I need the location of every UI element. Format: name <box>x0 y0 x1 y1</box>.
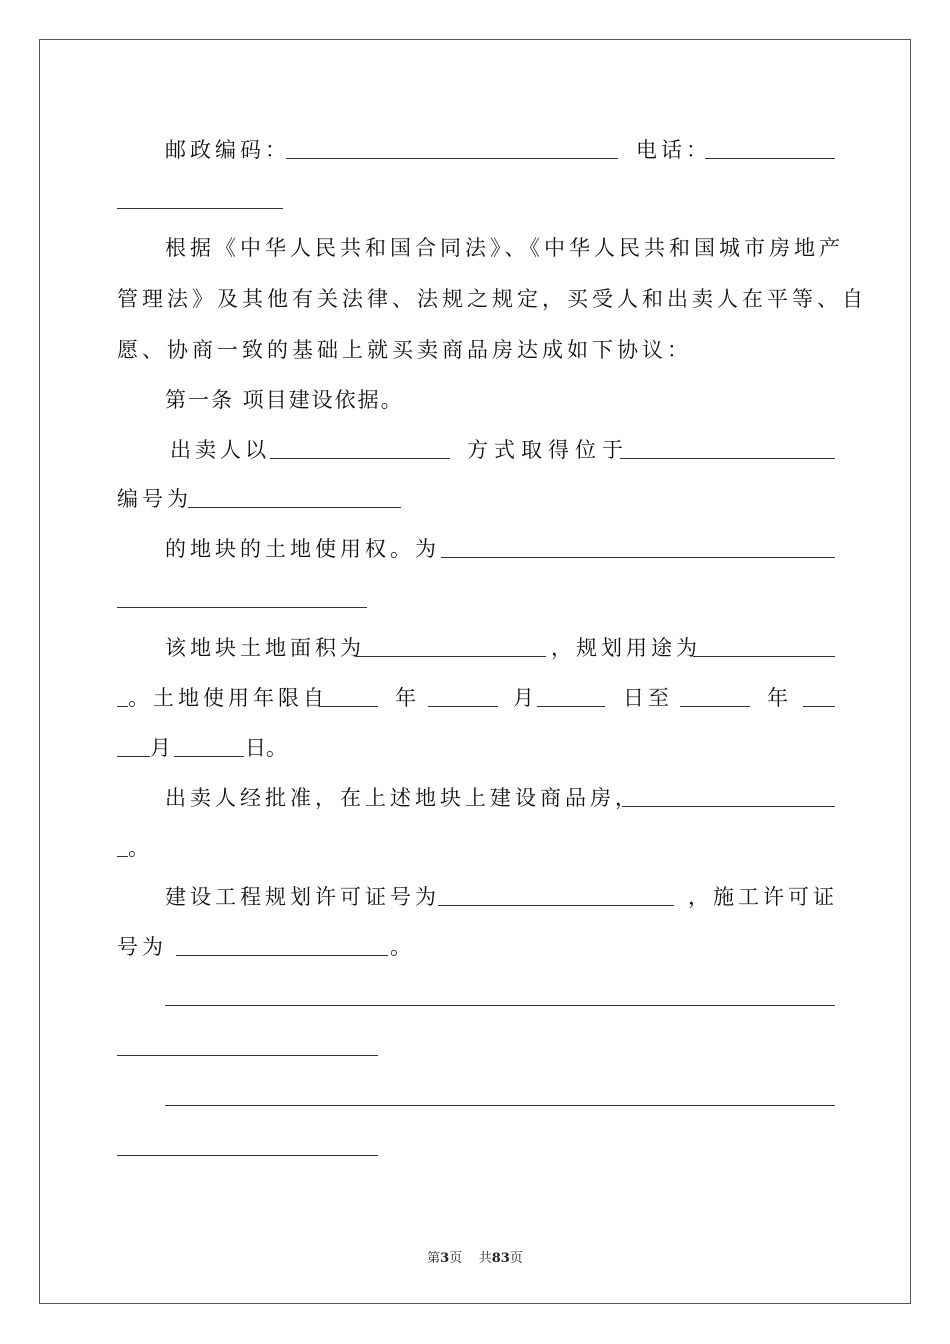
total-page-number: 83 <box>491 1251 510 1266</box>
end-month-blank <box>803 706 835 707</box>
seller-approved-text: 出卖人经批准，在上述地块上建设商品房， <box>165 786 640 810</box>
land-use-right-text: 的地块的土地使用权。为 <box>165 537 440 561</box>
planned-use-text: ，规划用途为 <box>551 636 701 660</box>
planning-permit-blank <box>438 905 674 906</box>
parcel-number-blank <box>188 507 401 508</box>
total-suffix: 页 <box>509 1251 523 1266</box>
start-day-blank <box>537 706 605 707</box>
start-year-blank <box>319 706 378 707</box>
basis-paragraph-line-3: 愿、协商一致的基础上就买卖商品房达成如下协议： <box>117 338 692 362</box>
planned-use-blank-continued <box>117 706 128 707</box>
planned-use-blank <box>693 656 835 657</box>
fill-line-1 <box>165 1005 835 1006</box>
end-month-blank-continued <box>117 756 150 757</box>
page-prefix: 第 <box>427 1251 441 1266</box>
phone-label: 电话： <box>636 138 711 162</box>
acquire-method-blank <box>270 458 450 459</box>
purpose-blank <box>441 557 835 558</box>
period-text-1: 。 <box>128 836 149 860</box>
page-suffix: 页 <box>449 1251 463 1266</box>
phone-blank-continued <box>117 208 283 209</box>
construction-permit-number-text: 号为 <box>117 935 167 959</box>
start-month-blank <box>428 706 498 707</box>
current-page-number: 3 <box>440 1251 450 1266</box>
postal-code-label: 邮政编码： <box>165 138 290 162</box>
construction-permit-blank <box>176 955 388 956</box>
postal-code-blank <box>286 158 618 159</box>
commodity-housing-blank-continued <box>117 856 128 857</box>
fill-line-2-continued <box>117 1155 378 1156</box>
construction-permit-text: ，施工许可证 <box>688 885 838 909</box>
end-year-blank <box>680 706 750 707</box>
fill-line-1-continued <box>117 1055 378 1056</box>
month-text-2: 月 <box>150 736 171 760</box>
total-prefix: 共 <box>478 1251 492 1266</box>
day-to-text: 日至 <box>623 686 673 710</box>
end-day-blank <box>174 756 244 757</box>
land-area-text: 该地块土地面积为 <box>165 636 365 660</box>
seller-by-text: 出卖人以 <box>170 438 270 462</box>
planning-permit-text: 建设工程规划许可证号为 <box>165 885 440 909</box>
location-blank <box>620 458 835 459</box>
fill-line-2 <box>165 1105 835 1106</box>
year-text-1: 年 <box>395 686 416 710</box>
day-end-text: 日。 <box>245 736 287 760</box>
number-is-text: 编号为 <box>117 487 192 511</box>
period-text-2: 。 <box>390 935 411 959</box>
article-1-title: 第一条 项目建设依据。 <box>165 388 404 412</box>
land-area-blank <box>356 656 546 657</box>
month-text-1: 月 <box>513 686 534 710</box>
page-border <box>39 39 911 1304</box>
phone-blank <box>705 158 835 159</box>
year-text-2: 年 <box>767 686 788 710</box>
acquire-located-text: 方式取得位于 <box>467 438 629 462</box>
purpose-blank-continued <box>117 607 367 608</box>
commodity-housing-blank <box>622 806 835 807</box>
basis-paragraph-line-2: 管理法》及其他有关法律、法规之规定，买受人和出卖人在平等、自 <box>117 287 867 311</box>
basis-paragraph-line-1: 根据《中华人民共和国合同法》、《中华人民共和国城市房地产 <box>165 236 844 260</box>
page-footer <box>0 1247 950 1266</box>
land-term-text: 。土地使用年限自 <box>128 686 328 710</box>
